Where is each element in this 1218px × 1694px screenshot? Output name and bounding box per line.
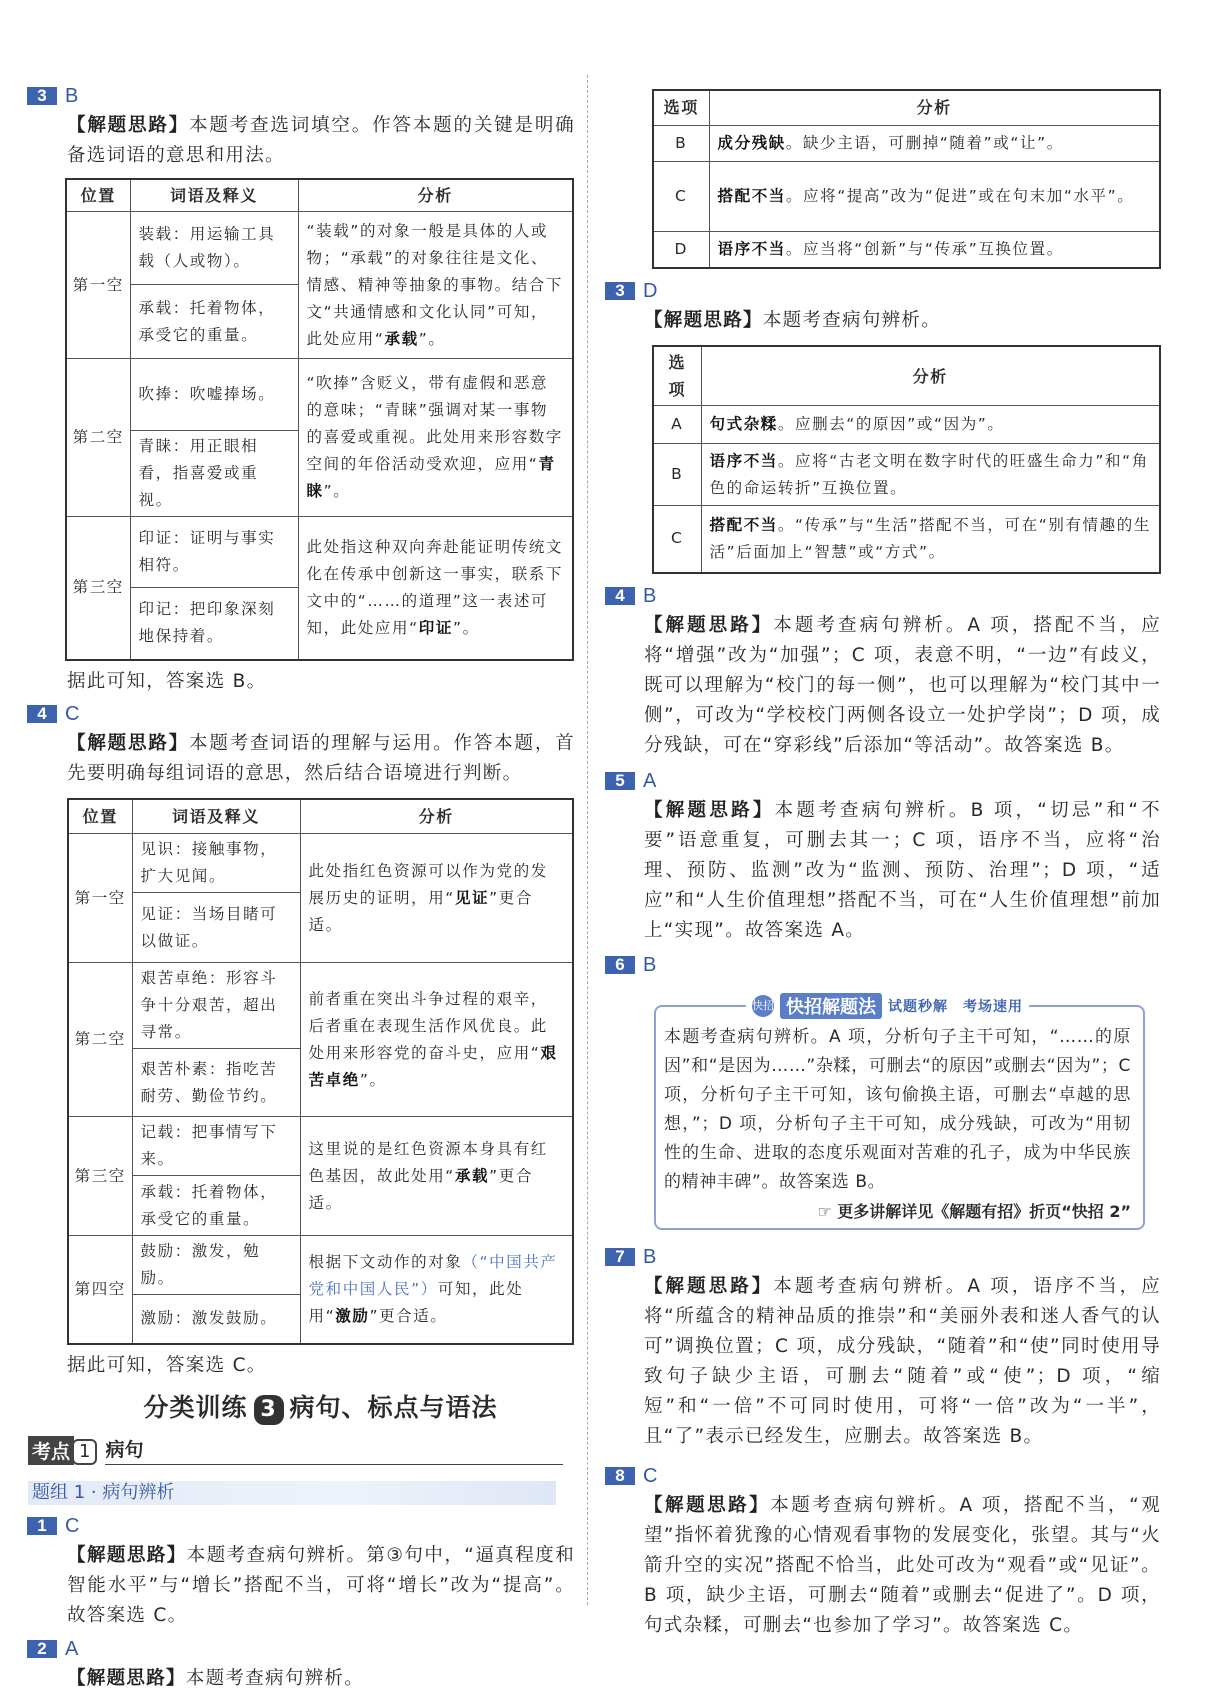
word-definition-cell: 装载：用运输工具载（人或物）。 — [130, 212, 298, 285]
table-row — [66, 359, 573, 431]
text-segment: ”。 — [323, 482, 351, 500]
text-segment: 。应将“提高”改为“促进”或在句末加“水平”。 — [785, 186, 1135, 205]
quick-tip-body: 本题考查病句辨析。A 项，分析句子主干可知，“……的原因”和“是因为……”杂糅，可删去“的原因”或删去“因为”；C 项，分析句子主干可知，该句偷换主语，可删去“卓越的思想，”；D 项，分析句子主干可知，成分残缺，可改为“用韧性的生命、进取的态度乐观面对苦难的孔子，成为中华民族的精神丰碑”。故答案选 B。 — [664, 1026, 1131, 1192]
word-definition-cell: 见证：当场目睹可以做证。 — [132, 893, 300, 963]
word-definition-cell: 见识：接触事物，扩大见闻。 — [132, 834, 300, 893]
word-definition-cell: 艰苦卓绝：形容斗争十分艰苦，超出寻常。 — [132, 963, 300, 1049]
table-header: 分析 — [701, 346, 1160, 406]
table-row — [68, 1236, 573, 1295]
solution-body: 本题考查选词填空。作答本题的关键是明确备选词语的意思和用法。 — [67, 115, 575, 166]
analysis-cell — [298, 359, 573, 517]
analysis-cell — [300, 963, 573, 1117]
answer-right-q5 — [605, 770, 1161, 946]
conclusion-text: 据此可知，答案选 C。 — [67, 1354, 267, 1376]
question-number-badge: 5 — [605, 772, 635, 790]
solution-body: 本题考查病句辨析。第③句中，“逼真程度和智能水平”与“增长”搭配不当，可将“增长”改为“提高”。故答案选 C。 — [67, 1544, 575, 1626]
answer-right-q3 — [605, 280, 1161, 336]
answer-letter: B — [643, 584, 657, 607]
word-analysis-table — [65, 178, 574, 661]
table-row — [653, 231, 1160, 268]
solution-body: 本题考查病句辨析。A 项，搭配不当，应将“增强”改为“加强”；C 项，表意不明，“一边”有歧义，既可以理解为“校门的每一侧”，也可以理解为“校门其中一侧”，可改为“学校校门两侧各设立一处护学岗”；D 项，成分残缺，可在“穿彩线”后添加“等活动”。故答案选 B。 — [644, 614, 1161, 756]
heading-title: 病句、标点与语法 — [289, 1392, 498, 1422]
text-segment: 可知，此处用“ — [308, 1279, 524, 1325]
text-segment: ”更合适。 — [308, 888, 533, 934]
analysis-cell — [300, 1236, 573, 1344]
table-header: 分析 — [300, 799, 573, 834]
solution-label: 【解题思路】 — [67, 732, 190, 754]
option-cell: C — [653, 161, 709, 231]
text-segment: 前者重在突出斗争过程的艰辛，后者重在表现生活作风优良。此处用来形容党的奋斗史，应用“ — [308, 989, 548, 1062]
text-segment: ”。 — [359, 1070, 387, 1089]
answer-left-q1 — [27, 1515, 575, 1631]
answer-left-q4 — [27, 703, 575, 789]
table-row — [653, 161, 1160, 231]
emphasis-text: 语序不当 — [709, 451, 778, 470]
text-segment: 。应删去“的原因”或“因为”。 — [777, 415, 1005, 433]
word-analysis-table — [67, 798, 574, 1345]
solution-label: 【解题思路】 — [67, 1544, 187, 1566]
topic-header — [28, 1435, 563, 1465]
answer-letter: A — [643, 769, 657, 792]
solution-text — [644, 611, 1161, 761]
solution-text — [67, 111, 575, 171]
quick-tip-icon: 快招 — [752, 995, 774, 1017]
question-group-label: 题组 1 · 病句辨析 — [28, 1481, 556, 1505]
quick-tip-footer — [664, 1199, 1131, 1222]
emphasis-text: 搭配不当 — [709, 515, 778, 534]
analysis-cell — [298, 517, 573, 660]
answer-right-q4 — [605, 585, 1161, 761]
question-number-badge: 8 — [605, 1467, 635, 1485]
option-analysis-table — [652, 345, 1161, 574]
solution-body: 本题考查病句辨析。A 项，搭配不当，“观望”指怀着犹豫的心情观看事物的发展变化，张望。其与“火箭升空的实况”搭配不恰当，此处可改为“观看”或“见证”。B 项，缺少主语，可删去“随着”或删去“促进了”。D 项，句式杂糅，可删去“也参加了学习”。故答案选 C。 — [644, 1494, 1161, 1636]
solution-label: 【解题思路】 — [644, 310, 763, 331]
solution-label: 【解题思路】 — [644, 614, 774, 636]
quick-tip-reference: 更多讲解详见《解题有招》折页“快招 2” — [837, 1201, 1131, 1221]
question-number-badge: 4 — [27, 705, 57, 723]
option-cell: B — [653, 125, 709, 161]
emphasis-text: 见证 — [454, 888, 490, 907]
answer-right-q7 — [605, 1246, 1161, 1452]
word-definition-cell: 承载：托着物体，承受它的重量。 — [132, 1176, 300, 1236]
section-heading — [67, 1391, 574, 1425]
answer-letter: A — [65, 1637, 79, 1660]
solution-body: 本题考查病句辨析。 — [185, 1667, 365, 1689]
analysis-cell — [300, 834, 573, 963]
table-header: 选项 — [653, 90, 709, 125]
table-row — [68, 1117, 573, 1176]
emphasis-text: 搭配不当 — [717, 186, 786, 205]
answer-letter: B — [643, 1245, 657, 1268]
question-number-badge: 7 — [605, 1248, 635, 1266]
topic-number: 1 — [72, 1439, 97, 1465]
answer-left-q3 — [27, 85, 575, 171]
conclusion-text: 据此可知，答案选 B。 — [67, 670, 267, 692]
word-definition-cell: 记载：把事情写下来。 — [132, 1117, 300, 1176]
position-cell: 第三空 — [66, 517, 130, 660]
emphasis-text: 艰苦卓绝 — [308, 1043, 558, 1089]
word-definition-cell: 鼓励：激发，勉励。 — [132, 1236, 300, 1295]
solution-text — [644, 306, 1161, 336]
table-row — [66, 212, 573, 285]
text-segment: ”更合适。 — [369, 1306, 448, 1325]
option-cell: D — [653, 231, 709, 268]
solution-text — [644, 1272, 1161, 1452]
table-row — [653, 125, 1160, 161]
quick-tip-subtitle: 试题秒解 考场速用 — [888, 998, 1023, 1015]
solution-text — [67, 1541, 575, 1631]
answer-letter: C — [643, 1464, 658, 1487]
question-number-badge: 2 — [27, 1640, 57, 1658]
text-segment: ”更合适。 — [308, 1166, 533, 1212]
analysis-cell — [709, 231, 1160, 268]
question-number-badge: 1 — [27, 1517, 57, 1535]
text-segment: 。应将“古老文明在数字时代的旺盛生命力”和“角色的命运转折”互换位置。 — [709, 451, 1149, 497]
solution-text — [644, 796, 1161, 946]
analysis-cell — [701, 444, 1160, 506]
solution-label: 【解题思路】 — [644, 799, 775, 821]
table-header: 位置 — [66, 179, 130, 212]
table-row — [653, 406, 1160, 444]
solution-label: 【解题思路】 — [67, 1667, 186, 1689]
solution-body: 本题考查病句辨析。A 项，语序不当，应将“所蕴含的精神品质的推崇”和“美丽外表和迷人香气的认可”调换位置；C 项，成分残缺，“随着”和“使”同时使用导致句子缺少主语，可删去“随着”或“使”；D 项，“缩短”和“一倍”不可同时使用，可将“一倍”改为“一半”，且“了”表示已经发生，应删去。故答案选 B。 — [644, 1275, 1161, 1447]
word-definition-cell: 印证：证明与事实相符。 — [130, 517, 298, 588]
word-definition-cell: 承载：托着物体，承受它的重量。 — [130, 285, 298, 359]
table-header: 词语及释义 — [130, 179, 298, 212]
emphasis-text: 印证 — [418, 618, 453, 637]
solution-body: 本题考查病句辨析。B 项，“切忌”和“不要”语意重复，可删去其一；C 项，语序不当，应将“治理、预防、监测”改为“监测、预防、治理”；D 项，“适应”和“人生价值理想”搭配不当，可在“人生价值理想”前加上“实现”。故答案选 A。 — [644, 799, 1161, 941]
text-segment: “吹捧”含贬义，带有虚假和恶意的意味；“青睐”强调对某一事物的喜爱或重视。此处用来形容数字空间的年俗活动受欢迎，应用“ — [306, 374, 564, 473]
highlight-text: （“中国共产党和中国人民”） — [308, 1252, 558, 1298]
table-row — [653, 444, 1160, 506]
answer-left-q2 — [27, 1638, 575, 1694]
position-cell: 第四空 — [68, 1236, 132, 1344]
table-row — [68, 963, 573, 1049]
text-segment: 此处指这种双向奔赴能证明传统文化在传承中创新这一事实，联系下文中的“……的道理”这一表述可知，此处应用“ — [306, 537, 564, 637]
word-definition-cell: 印记：把印象深刻地保持着。 — [130, 588, 298, 660]
solution-label: 【解题思路】 — [67, 115, 190, 136]
answer-letter: B — [643, 953, 657, 976]
question-number-badge: 6 — [605, 956, 635, 974]
word-definition-cell: 青睐：用正眼相看，指喜爱或重视。 — [130, 431, 298, 517]
emphasis-text: 激励 — [335, 1306, 370, 1325]
column-divider — [587, 75, 588, 1605]
question-number-badge: 3 — [605, 282, 635, 300]
answer-letter: C — [65, 702, 80, 725]
table-row — [66, 517, 573, 588]
text-segment: “装载”的对象一般是具体的人或物；“承载”的对象往往是文化、情感、精神等抽象的事物。结合下文“共通情感和文化认同”可知，此处应用“ — [306, 221, 564, 348]
word-definition-cell: 吹捧：吹嘘捧场。 — [130, 359, 298, 431]
analysis-cell — [709, 125, 1160, 161]
text-segment: 。缺少主语，可删掉“随着”或“让”。 — [785, 133, 1064, 152]
position-cell: 第一空 — [68, 834, 132, 963]
emphasis-text: 承载 — [384, 329, 419, 348]
word-definition-cell: 艰苦朴素：指吃苦耐劳、勤俭节约。 — [132, 1049, 300, 1117]
option-cell: C — [653, 506, 701, 573]
answer-letter: D — [643, 280, 658, 302]
text-segment: ”。 — [452, 618, 480, 637]
analysis-cell — [300, 1117, 573, 1236]
position-cell: 第三空 — [68, 1117, 132, 1236]
option-analysis-table — [652, 89, 1161, 269]
text-segment: 。“传承”与“生活”搭配不当，可在“别有情趣的生活”后面加上“智慧”或“方式”。 — [709, 515, 1151, 561]
text-segment: 。应当将“创新”与“传承”互换位置。 — [785, 239, 1064, 258]
position-cell: 第一空 — [66, 212, 130, 359]
text-segment: 根据下文动作的对象 — [308, 1252, 463, 1271]
left-column — [27, 85, 575, 1694]
table-header: 分析 — [298, 179, 573, 212]
topic-label: 考点 — [28, 1436, 74, 1465]
solution-text — [644, 1491, 1161, 1641]
solution-text — [67, 1664, 575, 1694]
topic-title: 病句 — [105, 1435, 563, 1465]
table-header: 位置 — [68, 799, 132, 834]
emphasis-text: 青睐 — [306, 455, 556, 500]
analysis-cell — [298, 212, 573, 359]
right-column — [605, 89, 1161, 1641]
table-row — [68, 834, 573, 893]
table-header: 选项 — [653, 346, 701, 406]
analysis-cell — [701, 406, 1160, 444]
quick-tip-box — [654, 996, 1145, 1230]
text-segment: ”。 — [418, 329, 446, 348]
option-cell: B — [653, 444, 701, 506]
table-header: 词语及释义 — [132, 799, 300, 834]
table-row — [653, 506, 1160, 573]
text-segment: 此处指红色资源可以作为党的发展历史的证明，用“ — [308, 861, 548, 907]
question-number-badge: 3 — [27, 87, 57, 105]
solution-body: 本题考查词语的理解与运用。作答本题，首先要明确每组词语的意思，然后结合语境进行判断。 — [67, 732, 575, 784]
heading-number: 3 — [254, 1395, 284, 1425]
answer-letter: B — [65, 85, 79, 107]
word-definition-cell: 激励：激发鼓励。 — [132, 1295, 300, 1344]
quick-tip-header — [746, 993, 1029, 1019]
question-number-badge: 4 — [605, 587, 635, 605]
answer-letter: C — [65, 1514, 80, 1537]
pointing-hand-icon: ☞ — [817, 1201, 838, 1221]
position-cell: 第二空 — [66, 359, 130, 517]
answer-right-q6 — [605, 954, 1161, 976]
quick-tip-title: 快招解题法 — [780, 993, 882, 1019]
table-header: 分析 — [709, 90, 1160, 125]
solution-text — [67, 729, 575, 789]
text-segment: 这里说的是红色资源本身具有红色基因，故此处用“ — [308, 1139, 548, 1185]
emphasis-text: 承载 — [454, 1166, 490, 1185]
analysis-cell — [701, 506, 1160, 573]
solution-body: 本题考查病句辨析。 — [762, 310, 942, 331]
solution-label: 【解题思路】 — [644, 1494, 771, 1516]
solution-label: 【解题思路】 — [644, 1275, 774, 1297]
option-cell: A — [653, 406, 701, 444]
emphasis-text: 句式杂糅 — [709, 415, 778, 433]
emphasis-text: 成分残缺 — [717, 133, 786, 152]
answer-right-q8 — [605, 1465, 1161, 1641]
analysis-cell — [709, 161, 1160, 231]
position-cell: 第二空 — [68, 963, 132, 1117]
emphasis-text: 语序不当 — [717, 239, 786, 258]
heading-prefix: 分类训练 — [143, 1392, 248, 1422]
